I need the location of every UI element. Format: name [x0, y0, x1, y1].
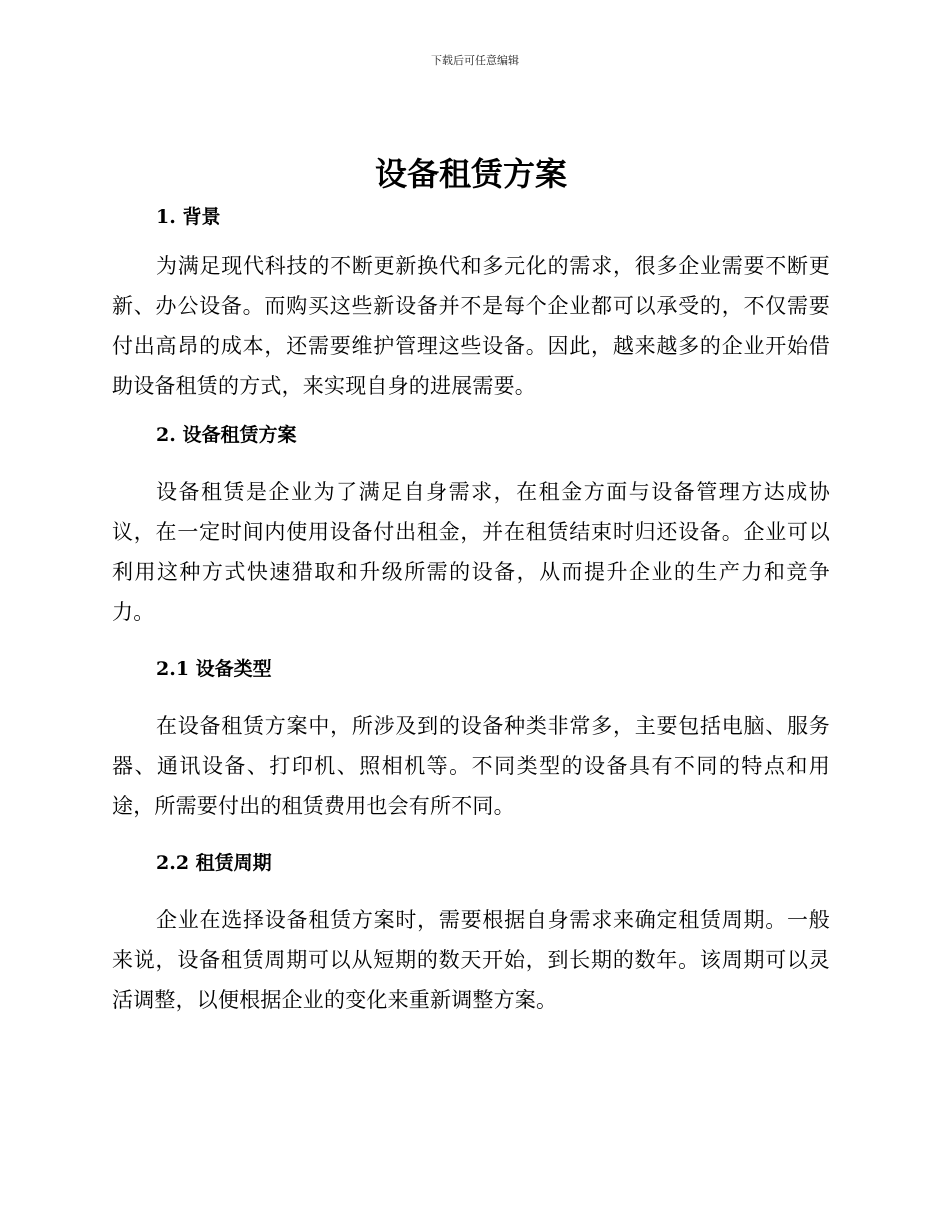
section-paragraph-equipment-types: 在设备租赁方案中，所涉及到的设备种类非常多，主要包括电脑、服务器、通讯设备、打印机、照相机等。不同类型的设备具有不同的特点和用途，所需要付出的租赁费用也会有所不同。 — [112, 714, 830, 818]
section-heading-leasing-plan: 2. 设备租赁方案 — [156, 424, 297, 446]
header-note: 下载后可任意编辑 — [431, 54, 519, 67]
section-heading-lease-period: 2.2 租赁周期 — [156, 852, 272, 874]
section-heading-background: 1. 背景 — [156, 206, 221, 228]
document-content — [112, 150, 830, 1020]
section-heading-equipment-types: 2.1 设备类型 — [156, 658, 272, 680]
section-paragraph-lease-period: 企业在选择设备租赁方案时，需要根据自身需求来确定租赁周期。一般来说，设备租赁周期可以从短期的数天开始，到长期的数年。该周期可以灵活调整，以便根据企业的变化来重新调整方案。 — [112, 908, 830, 1012]
section-paragraph-background: 为满足现代科技的不断更新换代和多元化的需求，很多企业需要不断更新、办公设备。而购买这些新设备并不是每个企业都可以承受的，不仅需要付出高昂的成本，还需要维护管理这些设备。因此，越来越多的企业开始借助设备租赁的方式，来实现自身的进展需要。 — [112, 254, 830, 398]
document-title: 设备租赁方案 — [374, 155, 567, 193]
section-paragraph-leasing-plan: 设备租赁是企业为了满足自身需求，在租金方面与设备管理方达成协议，在一定时间内使用设备付出租金，并在租赁结束时归还设备。企业可以利用这种方式快速猎取和升级所需的设备，从而提升企业的生产力和竞争力。 — [112, 480, 830, 624]
